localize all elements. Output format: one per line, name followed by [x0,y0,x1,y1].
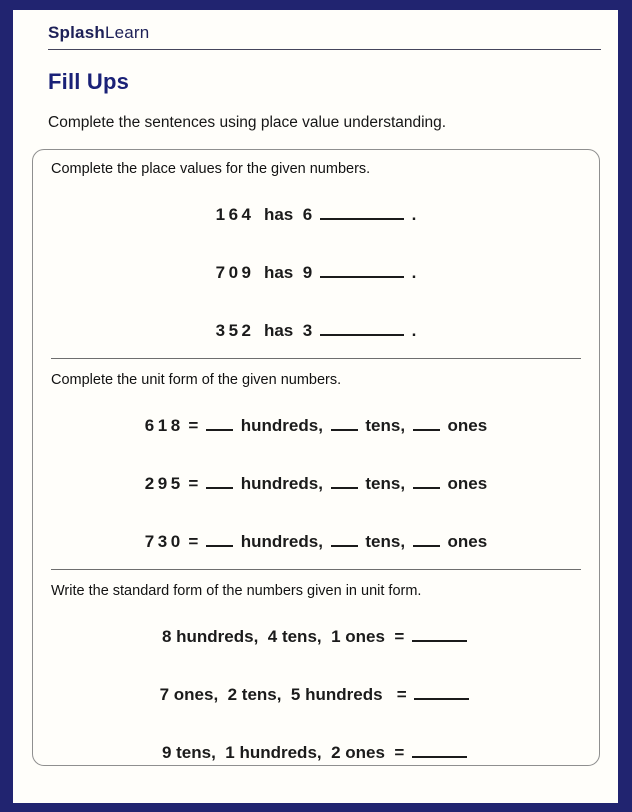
answer-blank [413,429,440,431]
question-text: tens, [360,416,410,435]
page-header [48,23,601,132]
question-number: 295 [144,474,184,493]
worksheet-page [13,10,618,803]
answer-blank [412,640,467,642]
question-text: hundreds, [236,416,328,435]
question-text: has 9 [254,263,317,282]
answer-blank [331,545,358,547]
question-text: . [406,321,417,340]
question-text: 9 tens, 1 hundreds, 2 ones = [161,743,410,762]
answer-blank [320,218,404,220]
question-text: . [406,205,417,224]
answer-blank [206,487,233,489]
question-text: has 6 [254,205,317,224]
worksheet-section [51,359,581,552]
answer-blank [412,756,467,758]
question-text: hundreds, [236,532,328,551]
worksheet-instructions: Complete the sentences using place value understanding. [48,114,447,131]
answer-blank [331,487,358,489]
question-row [216,321,417,341]
answer-blank [413,487,440,489]
section-prompt: Complete the unit form of the given numbers. [51,372,342,388]
question-number: 352 [215,321,255,340]
question-number: 709 [215,263,255,282]
question-text: hundreds, [236,474,328,493]
question-text: = [183,474,204,493]
question-text: = [183,416,204,435]
question-row [162,743,470,763]
answer-blank [331,429,358,431]
question-text: . [406,263,417,282]
question-row [145,416,487,436]
worksheet-section [51,160,581,341]
worksheet-box [32,149,600,766]
section-prompt: Write the standard form of the numbers given in unit form. [51,583,422,599]
worksheet-section [51,570,581,763]
answer-blank [320,276,404,278]
question-list [51,416,581,552]
answer-blank [206,429,233,431]
question-list [51,627,581,763]
question-number: 164 [215,205,255,224]
question-text: ones [442,474,488,493]
question-text: tens, [360,532,410,551]
question-number: 730 [144,532,184,551]
question-list [51,205,581,341]
question-row [145,474,487,494]
question-text: has 3 [254,321,317,340]
question-text: 8 hundreds, 4 tens, 1 ones = [161,627,410,646]
question-row [162,627,470,647]
logo-learn: Learn [104,23,150,42]
header-divider [48,49,601,50]
section-prompt: Complete the place values for the given numbers. [51,161,371,177]
question-text: = [183,532,204,551]
answer-blank [206,545,233,547]
logo-splash: Splash [48,23,105,42]
page-title: Fill Ups [48,69,130,94]
answer-blank [414,698,469,700]
question-row [216,263,417,283]
question-row [145,532,487,552]
question-number: 618 [144,416,184,435]
question-row [216,205,417,225]
question-text: tens, [360,474,410,493]
question-text: 7 ones, 2 tens, 5 hundreds = [159,685,412,704]
question-row [160,685,473,705]
question-text: ones [442,416,488,435]
splashlearn-logo [48,23,601,43]
answer-blank [320,334,404,336]
question-text: ones [442,532,488,551]
answer-blank [413,545,440,547]
